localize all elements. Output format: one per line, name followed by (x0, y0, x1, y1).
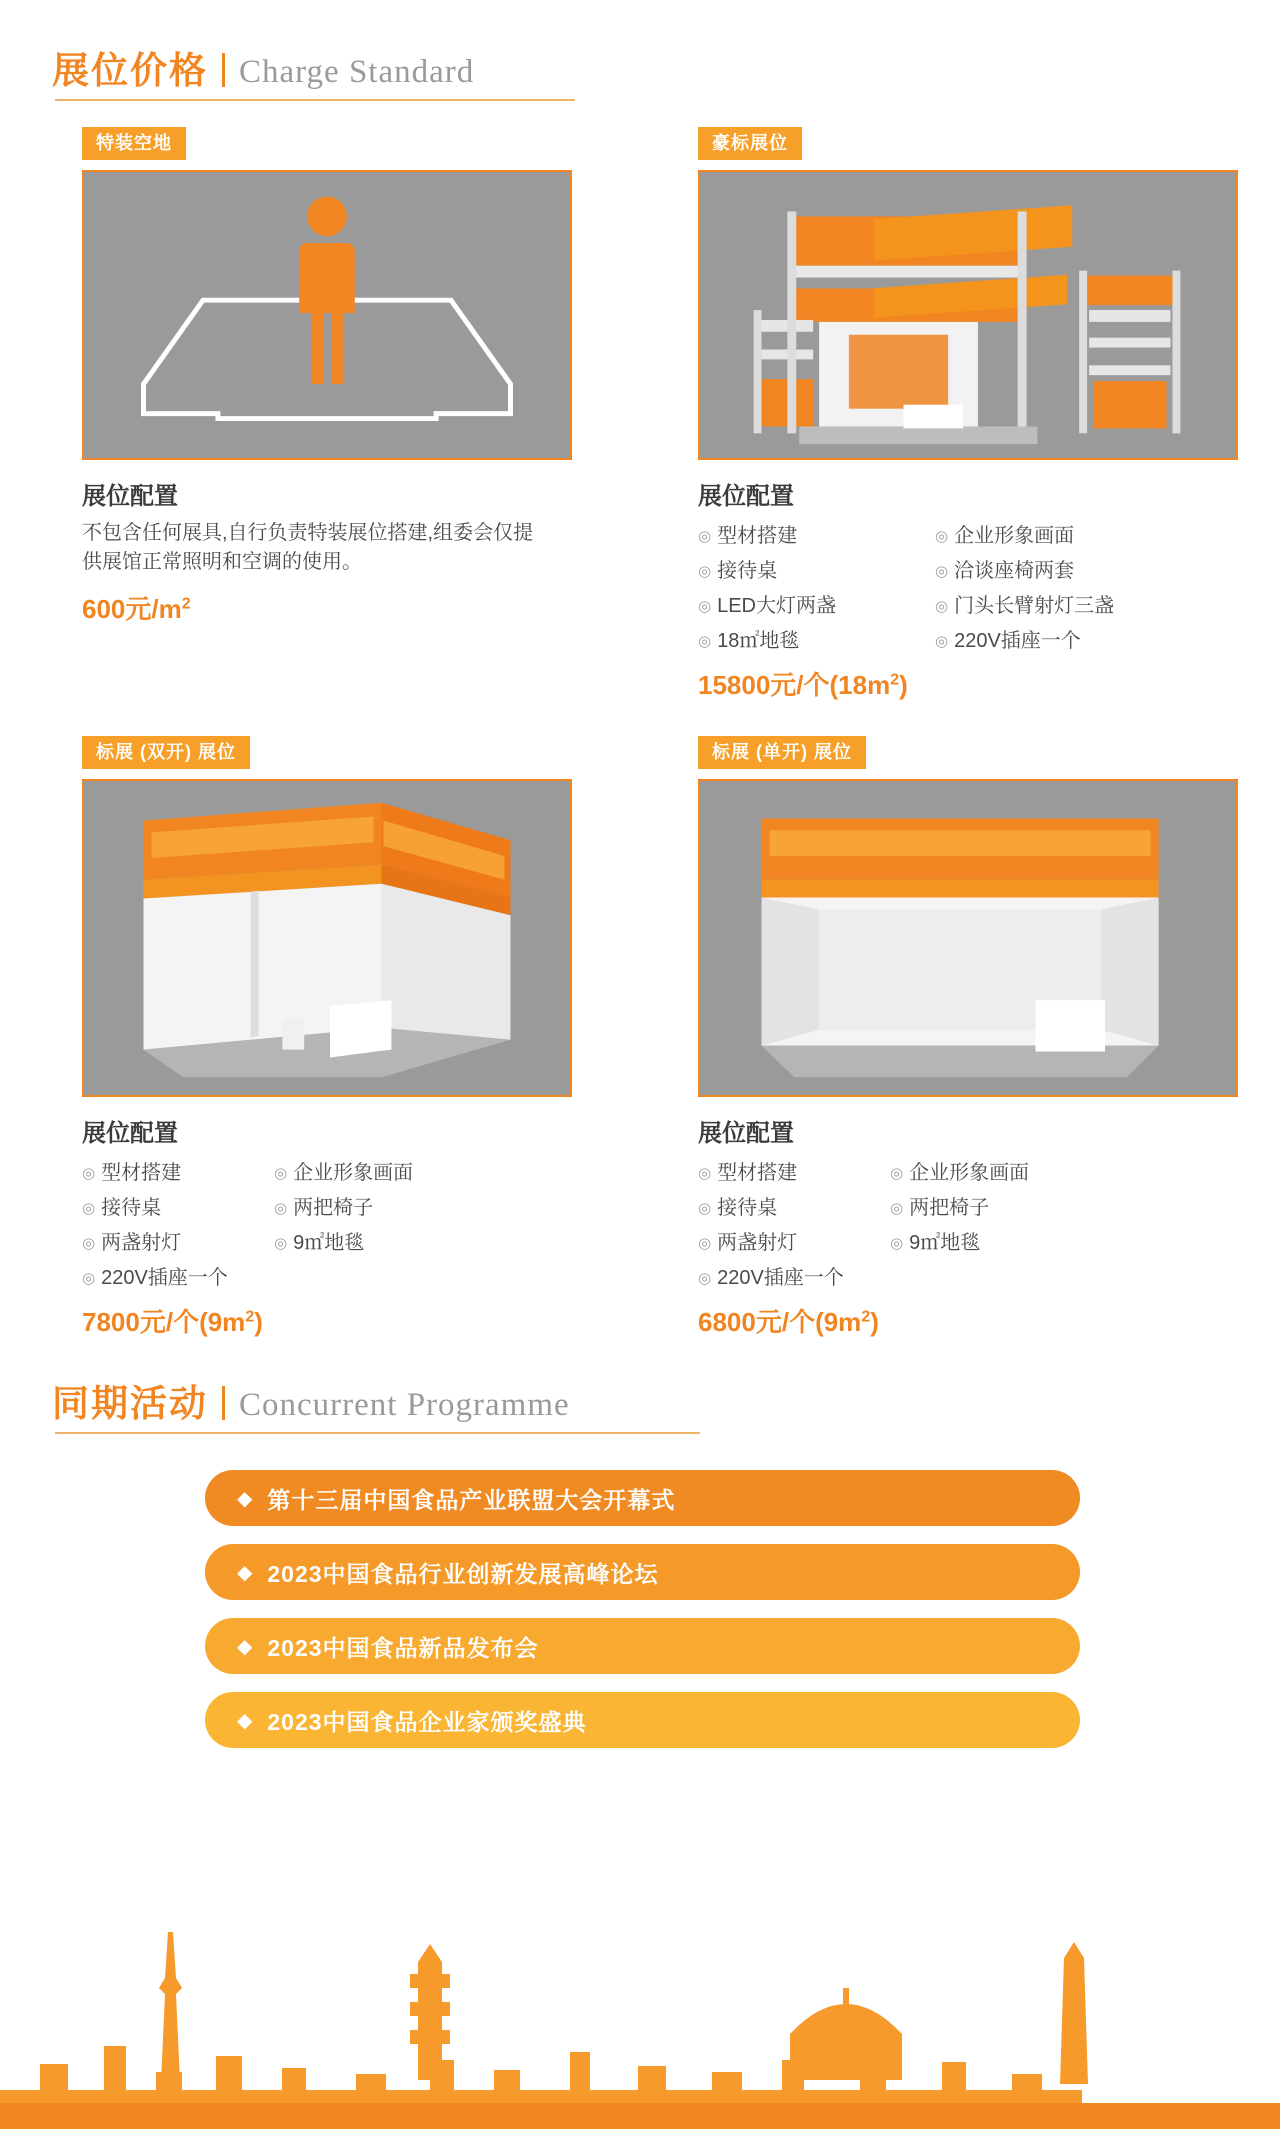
booth-price-value: 15800元/个(18m (698, 670, 891, 700)
programme-item-label: 2023中国食品企业家颁奖盛典 (267, 1708, 587, 1735)
bullet-icon: ◎ (698, 528, 712, 545)
diamond-icon: ◆ (237, 1561, 254, 1584)
feature-item (935, 589, 1114, 618)
booth-card-standard-single (698, 736, 1238, 1339)
booth-card-deluxe (698, 127, 1238, 702)
bullet-icon: ◎ (274, 1200, 288, 1217)
bullet-icon: ◎ (698, 1165, 712, 1182)
booth-price-value: 600元/m (82, 594, 182, 624)
bullet-icon: ◎ (890, 1165, 904, 1182)
feature-item (698, 1156, 868, 1185)
booth-feature-list (698, 1156, 1238, 1290)
feature-label: 企业形象画面 (954, 525, 1075, 547)
bullet-icon: ◎ (82, 1235, 96, 1252)
feature-label: 9㎡地毯 (293, 1232, 365, 1254)
booth-card-standard-double (82, 736, 572, 1339)
feature-label: 型材搭建 (717, 525, 798, 547)
booth-price-unit-sup: 2 (890, 671, 900, 689)
feature-item (890, 1226, 1029, 1255)
feature-item (890, 1191, 1029, 1220)
feature-item (82, 1191, 252, 1220)
feature-label: 企业形象画面 (909, 1162, 1030, 1184)
booth-price-unit-sup: 2 (245, 1308, 255, 1326)
booth-config-title: 展位配置 (698, 1120, 794, 1147)
bullet-icon: ◎ (698, 633, 712, 650)
bullet-icon: ◎ (82, 1165, 96, 1182)
feature-item (698, 589, 913, 618)
diamond-icon: ◆ (237, 1709, 254, 1732)
section-heading-programme (0, 1385, 1280, 1422)
feature-label: 220V插座一个 (717, 1267, 844, 1289)
page (0, 52, 1280, 2129)
feature-label: 18㎡地毯 (717, 630, 800, 652)
bullet-icon: ◎ (935, 633, 949, 650)
deluxe-booth-illustration (700, 172, 1236, 458)
feature-item (698, 624, 913, 653)
booth-price-tail: ) (870, 1307, 879, 1337)
booth-tag: 标展 (双开) 展位 (82, 736, 250, 769)
section-title-en: Concurrent Programme (239, 1387, 570, 1423)
feature-item (698, 1261, 868, 1290)
standard-double-illustration (84, 781, 570, 1095)
bullet-icon: ◎ (698, 1200, 712, 1217)
booth-image-deluxe (698, 170, 1238, 460)
feature-label: 220V插座一个 (101, 1267, 228, 1289)
bare-space-illustration (84, 172, 570, 458)
diamond-icon: ◆ (237, 1635, 254, 1658)
bullet-icon: ◎ (935, 528, 949, 545)
section-title-cn: 展位价格 (52, 50, 208, 91)
booth-config-title: 展位配置 (698, 483, 794, 510)
feature-label: 接待桌 (717, 1197, 778, 1219)
programme-item-label: 2023中国食品新品发布会 (267, 1634, 539, 1661)
bullet-icon: ◎ (82, 1270, 96, 1287)
booth-price-tail: ) (899, 670, 908, 700)
programme-item[interactable] (205, 1470, 1080, 1526)
feature-label: 两盏射灯 (717, 1232, 798, 1254)
booth-image-bare-space (82, 170, 572, 460)
feature-item (935, 624, 1114, 653)
programme-item[interactable] (205, 1618, 1080, 1674)
booth-tag: 豪标展位 (698, 127, 802, 160)
booth-config-title: 展位配置 (82, 483, 178, 510)
city-skyline-decoration (0, 1914, 1280, 2129)
feature-item (698, 1191, 868, 1220)
feature-item (935, 554, 1114, 583)
feature-item (890, 1156, 1029, 1185)
footer-band (0, 2103, 1280, 2129)
title-divider (222, 53, 225, 87)
feature-item (82, 1226, 252, 1255)
booth-tag: 标展 (单开) 展位 (698, 736, 866, 769)
booth-price-unit-sup: 2 (861, 1308, 871, 1326)
feature-label: 型材搭建 (101, 1162, 182, 1184)
booth-price (698, 665, 1238, 702)
feature-label: 洽谈座椅两套 (954, 560, 1075, 582)
booth-price (82, 1302, 572, 1339)
programme-item[interactable] (205, 1692, 1080, 1748)
feature-item (698, 554, 913, 583)
feature-label: 接待桌 (717, 560, 778, 582)
booth-feature-list (82, 1156, 572, 1290)
diamond-icon: ◆ (237, 1487, 254, 1510)
programme-item-label: 第十三届中国食品产业联盟大会开幕式 (267, 1486, 676, 1513)
booth-price-unit-sup: 2 (181, 595, 191, 613)
booth-image-standard-single (698, 779, 1238, 1097)
programme-item-label: 2023中国食品行业创新发展高峰论坛 (267, 1560, 659, 1587)
feature-label: 门头长臂射灯三盏 (954, 595, 1115, 617)
section-heading-charge (0, 52, 1280, 89)
feature-item (274, 1191, 413, 1220)
feature-label: 企业形象画面 (293, 1162, 414, 1184)
feature-item (935, 519, 1114, 548)
booth-config-title: 展位配置 (82, 1120, 178, 1147)
booth-price-tail: ) (254, 1307, 263, 1337)
bullet-icon: ◎ (935, 598, 949, 615)
title-divider (222, 1386, 225, 1420)
booth-price (698, 1302, 1238, 1339)
feature-label: 两把椅子 (293, 1197, 374, 1219)
booth-card-bare-space (82, 127, 572, 702)
bullet-icon: ◎ (698, 1235, 712, 1252)
bullet-icon: ◎ (890, 1200, 904, 1217)
bullet-icon: ◎ (698, 598, 712, 615)
feature-item (82, 1261, 252, 1290)
feature-label: 两把椅子 (909, 1197, 990, 1219)
standard-single-illustration (700, 781, 1236, 1095)
feature-label: 两盏射灯 (101, 1232, 182, 1254)
feature-item (274, 1156, 413, 1185)
bullet-icon: ◎ (82, 1200, 96, 1217)
booth-price-value: 6800元/个(9m (698, 1307, 862, 1337)
feature-label: 接待桌 (101, 1197, 162, 1219)
bullet-icon: ◎ (890, 1235, 904, 1252)
programme-list (0, 1434, 1280, 1748)
booth-price (82, 589, 572, 626)
feature-item (698, 1226, 868, 1255)
bullet-icon: ◎ (698, 563, 712, 580)
bullet-icon: ◎ (274, 1165, 288, 1182)
feature-item (698, 519, 913, 548)
section-title-cn: 同期活动 (52, 1383, 208, 1424)
booth-grid (0, 101, 1280, 1339)
feature-item (82, 1156, 252, 1185)
feature-label: 220V插座一个 (954, 630, 1081, 652)
feature-label: LED大灯两盏 (717, 595, 836, 617)
booth-feature-list (698, 519, 1238, 653)
feature-item (274, 1226, 413, 1255)
feature-label: 9㎡地毯 (909, 1232, 981, 1254)
bullet-icon: ◎ (935, 563, 949, 580)
feature-label: 型材搭建 (717, 1162, 798, 1184)
bullet-icon: ◎ (698, 1270, 712, 1287)
bullet-icon: ◎ (274, 1235, 288, 1252)
section-title-en: Charge Standard (239, 54, 475, 90)
booth-image-standard-double (82, 779, 572, 1097)
booth-tag: 特装空地 (82, 127, 186, 160)
booth-price-value: 7800元/个(9m (82, 1307, 246, 1337)
programme-item[interactable] (205, 1544, 1080, 1600)
booth-description: 不包含任何展具,自行负责特装展位搭建,组委会仅提供展馆正常照明和空调的使用。 (82, 522, 534, 573)
